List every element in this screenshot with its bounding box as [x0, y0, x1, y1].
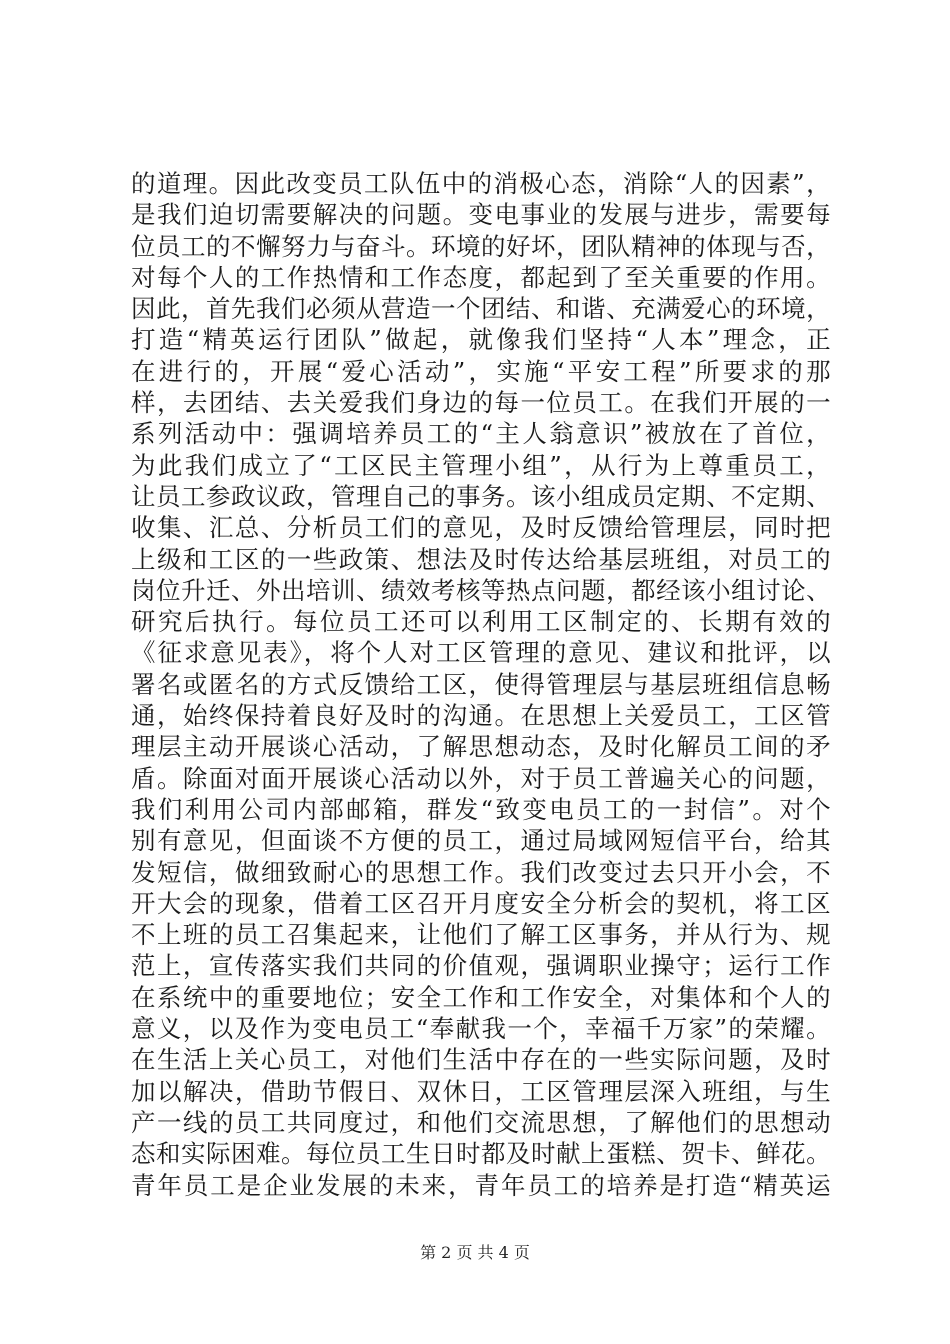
text-line: 通，始终保持着良好及时的沟通。在思想上关爱员工，工区管 — [131, 701, 831, 731]
text-line: 在进行的，开展“爱心活动”，实施“平安工程”所要求的那 — [131, 356, 831, 386]
text-line: 盾。除面对面开展谈心活动以外，对于员工普遍关心的问题， — [131, 763, 831, 793]
text-line: 我们利用公司内部邮箱，群发“致变电员工的一封信”。对个 — [131, 794, 831, 824]
text-line: 开大会的现象，借着工区召开月度安全分析会的契机，将工区 — [131, 888, 831, 918]
text-line: 理层主动开展谈心活动，了解思想动态，及时化解员工间的矛 — [131, 732, 831, 762]
text-line: 在系统中的重要地位；安全工作和工作安全，对集体和个人的 — [131, 982, 831, 1012]
text-line: 因此，首先我们必须从营造一个团结、和谐、充满爱心的环境， — [131, 294, 831, 324]
text-line: 是我们迫切需要解决的问题。变电事业的发展与进步，需要每 — [131, 200, 831, 230]
text-line: 青年员工是企业发展的未来，青年员工的培养是打造“精英运 — [131, 1170, 831, 1200]
text-line: 位员工的不懈努力与奋斗。环境的好坏，团队精神的体现与否， — [131, 231, 831, 261]
body-text — [131, 168, 831, 1201]
text-line: 让员工参政议政，管理自己的事务。该小组成员定期、不定期、 — [131, 481, 831, 511]
text-line: 为此我们成立了“工区民主管理小组”，从行为上尊重员工， — [131, 450, 831, 480]
text-line: 在生活上关心员工，对他们生活中存在的一些实际问题，及时 — [131, 1045, 831, 1075]
text-line: 别有意见，但面谈不方便的员工，通过局域网短信平台，给其 — [131, 826, 831, 856]
text-line: 不上班的员工召集起来，让他们了解工区事务，并从行为、规 — [131, 920, 831, 950]
text-line: 对每个人的工作热情和工作态度，都起到了至关重要的作用。 — [131, 262, 831, 292]
text-line: 打造“精英运行团队”做起，就像我们坚持“人本”理念，正 — [131, 325, 831, 355]
text-line: 岗位升迁、外出培训、绩效考核等热点问题，都经该小组讨论、 — [131, 575, 831, 605]
text-line: 意义，以及作为变电员工“奉献我一个，幸福千万家”的荣耀。 — [131, 1014, 831, 1044]
text-line: 发短信，做细致耐心的思想工作。我们改变过去只开小会，不 — [131, 857, 831, 887]
text-line: 系列活动中：强调培养员工的“主人翁意识”被放在了首位， — [131, 419, 831, 449]
text-line: 上级和工区的一些政策、想法及时传达给基层班组，对员工的 — [131, 544, 831, 574]
page-footer: 第 2 页 共 4 页 — [420, 1243, 530, 1262]
text-line: 态和实际困难。每位员工生日时都及时献上蛋糕、贺卡、鲜花。 — [131, 1139, 831, 1169]
text-line: 研究后执行。每位员工还可以利用工区制定的、长期有效的 — [131, 607, 831, 637]
text-line: 《征求意见表》，将个人对工区管理的意见、建议和批评，以 — [131, 638, 831, 668]
text-line: 样，去团结、去关爱我们身边的每一位员工。在我们开展的一 — [131, 388, 831, 418]
text-line: 范上，宣传落实我们共同的价值观，强调职业操守；运行工作 — [131, 951, 831, 981]
text-line: 收集、汇总、分析员工们的意见，及时反馈给管理层，同时把 — [131, 513, 831, 543]
text-line: 产一线的员工共同度过，和他们交流思想，了解他们的思想动 — [131, 1107, 831, 1137]
text-line: 的道理。因此改变员工队伍中的消极心态，消除“人的因素”， — [131, 169, 831, 198]
text-line: 署名或匿名的方式反馈给工区，使得管理层与基层班组信息畅 — [131, 669, 831, 699]
text-line: 加以解决，借助节假日、双休日，工区管理层深入班组，与生 — [131, 1076, 831, 1106]
